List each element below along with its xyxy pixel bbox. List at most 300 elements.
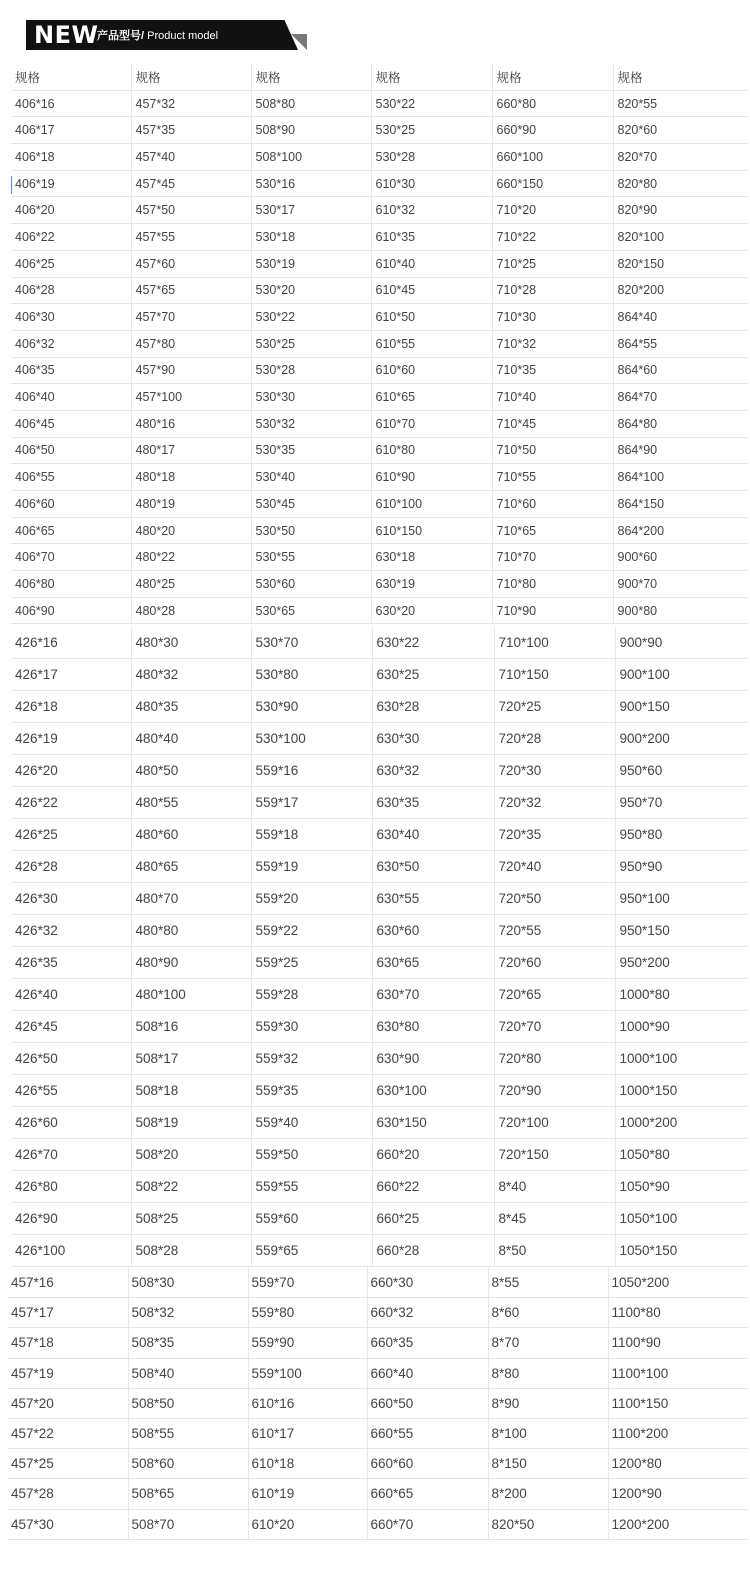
spec-cell: 530*65 bbox=[251, 597, 371, 624]
spec-cell: 720*65 bbox=[494, 979, 615, 1011]
table-row bbox=[11, 277, 748, 304]
table-row bbox=[11, 915, 748, 947]
spec-cell: 1100*90 bbox=[608, 1328, 748, 1358]
spec-cell: 630*25 bbox=[372, 659, 494, 691]
table-row bbox=[11, 357, 748, 384]
spec-cell: 406*22 bbox=[11, 224, 131, 251]
spec-cell: 610*150 bbox=[371, 517, 492, 544]
spec-cell: 480*70 bbox=[131, 883, 251, 915]
spec-cell: 630*55 bbox=[372, 883, 494, 915]
spec-cell: 710*90 bbox=[492, 597, 613, 624]
spec-cell: 820*150 bbox=[613, 250, 748, 277]
spec-cell: 426*55 bbox=[11, 1075, 131, 1107]
spec-cell: 480*100 bbox=[131, 979, 251, 1011]
spec-cell: 406*25 bbox=[11, 250, 131, 277]
spec-cell: 630*40 bbox=[372, 819, 494, 851]
spec-cell: 1050*80 bbox=[615, 1139, 748, 1171]
spec-cell: 1050*90 bbox=[615, 1171, 748, 1203]
spec-cell: 710*45 bbox=[492, 410, 613, 437]
spec-cell: 530*18 bbox=[251, 224, 371, 251]
spec-cell: 426*22 bbox=[11, 787, 131, 819]
spec-cell: 457*65 bbox=[131, 277, 251, 304]
spec-cell: 630*150 bbox=[372, 1107, 494, 1139]
table-row bbox=[11, 1235, 748, 1267]
spec-cell: 559*60 bbox=[251, 1203, 372, 1235]
table-row bbox=[11, 1139, 748, 1171]
spec-cell: 660*35 bbox=[367, 1328, 488, 1358]
table-row bbox=[11, 464, 748, 491]
spec-cell: 610*60 bbox=[371, 357, 492, 384]
spec-cell: 480*16 bbox=[131, 410, 251, 437]
spec-cell: 8*40 bbox=[494, 1171, 615, 1203]
spec-cell: 720*80 bbox=[494, 1043, 615, 1075]
spec-cell: 8*150 bbox=[488, 1449, 608, 1479]
spec-cell: 950*70 bbox=[615, 787, 748, 819]
spec-cell: 426*18 bbox=[11, 691, 131, 723]
spec-cell: 610*45 bbox=[371, 277, 492, 304]
table-row bbox=[11, 90, 748, 117]
spec-cell: 720*150 bbox=[494, 1139, 615, 1171]
spec-cell: 406*55 bbox=[11, 464, 131, 491]
spec-cell: 530*45 bbox=[251, 491, 371, 518]
spec-cell: 610*80 bbox=[371, 437, 492, 464]
table-row bbox=[8, 1388, 748, 1418]
table-row bbox=[8, 1479, 748, 1509]
spec-cell: 457*60 bbox=[131, 250, 251, 277]
spec-cell: 508*22 bbox=[131, 1171, 251, 1203]
spec-cell: 406*16 bbox=[11, 90, 131, 117]
banner-title-cn: 产品型号/ bbox=[97, 30, 145, 42]
spec-cell: 610*30 bbox=[371, 170, 492, 197]
spec-cell: 1100*100 bbox=[608, 1358, 748, 1388]
spec-cell: 820*80 bbox=[613, 170, 748, 197]
table-row bbox=[11, 691, 748, 723]
spec-cell: 864*150 bbox=[613, 491, 748, 518]
table-row bbox=[11, 144, 748, 171]
table-row bbox=[8, 1509, 748, 1539]
spec-cell: 610*100 bbox=[371, 491, 492, 518]
spec-cell: 457*80 bbox=[131, 330, 251, 357]
spec-cell: 530*28 bbox=[371, 144, 492, 171]
spec-cell: 864*55 bbox=[613, 330, 748, 357]
spec-cell: 710*32 bbox=[492, 330, 613, 357]
table-row bbox=[8, 1418, 748, 1448]
spec-cell: 426*32 bbox=[11, 915, 131, 947]
spec-cell: 660*28 bbox=[372, 1235, 494, 1267]
spec-cell: 610*19 bbox=[248, 1479, 367, 1509]
spec-cell: 1200*90 bbox=[608, 1479, 748, 1509]
spec-cell: 457*90 bbox=[131, 357, 251, 384]
spec-cell: 1200*200 bbox=[608, 1509, 748, 1539]
spec-cell: 457*16 bbox=[8, 1268, 128, 1298]
spec-cell: 610*70 bbox=[371, 410, 492, 437]
spec-cell: 508*55 bbox=[128, 1418, 248, 1448]
spec-cell: 1000*150 bbox=[615, 1075, 748, 1107]
spec-cell: 720*90 bbox=[494, 1075, 615, 1107]
spec-cell: 406*18 bbox=[11, 144, 131, 171]
spec-cell: 480*65 bbox=[131, 851, 251, 883]
spec-cell: 950*80 bbox=[615, 819, 748, 851]
table-row bbox=[11, 410, 748, 437]
spec-cell: 8*45 bbox=[494, 1203, 615, 1235]
spec-cell: 508*80 bbox=[251, 90, 371, 117]
spec-cell: 530*50 bbox=[251, 517, 371, 544]
spec-cell: 406*17 bbox=[11, 117, 131, 144]
spec-cell: 610*18 bbox=[248, 1449, 367, 1479]
spec-cell: 559*65 bbox=[251, 1235, 372, 1267]
table-row bbox=[11, 851, 748, 883]
spec-cell: 406*50 bbox=[11, 437, 131, 464]
spec-cell: 530*25 bbox=[251, 330, 371, 357]
spec-cell: 508*70 bbox=[128, 1509, 248, 1539]
spec-cell: 1000*80 bbox=[615, 979, 748, 1011]
table-row bbox=[11, 117, 748, 144]
spec-cell: 480*80 bbox=[131, 915, 251, 947]
spec-cell: 457*22 bbox=[8, 1418, 128, 1448]
spec-cell: 8*50 bbox=[494, 1235, 615, 1267]
table-row bbox=[11, 437, 748, 464]
spec-cell: 508*90 bbox=[251, 117, 371, 144]
spec-cell: 900*60 bbox=[613, 544, 748, 571]
spec-cell: 426*30 bbox=[11, 883, 131, 915]
spec-cell: 660*25 bbox=[372, 1203, 494, 1235]
spec-cell: 559*32 bbox=[251, 1043, 372, 1075]
column-header: 规格 bbox=[613, 64, 748, 90]
column-header: 规格 bbox=[131, 64, 251, 90]
banner-wedge-decoration bbox=[291, 34, 307, 50]
spec-cell: 720*100 bbox=[494, 1107, 615, 1139]
spec-cell: 820*60 bbox=[613, 117, 748, 144]
spec-cell: 710*100 bbox=[494, 627, 615, 659]
spec-cell: 610*65 bbox=[371, 384, 492, 411]
spec-cell: 457*50 bbox=[131, 197, 251, 224]
spec-cell: 720*28 bbox=[494, 723, 615, 755]
spec-cell: 480*60 bbox=[131, 819, 251, 851]
spec-cell: 508*100 bbox=[251, 144, 371, 171]
table-row bbox=[11, 1075, 748, 1107]
table-row bbox=[11, 723, 748, 755]
spec-cell: 610*20 bbox=[248, 1509, 367, 1539]
spec-cell: 630*22 bbox=[372, 627, 494, 659]
spec-cell: 530*100 bbox=[251, 723, 372, 755]
table-row bbox=[11, 304, 748, 331]
spec-cell: 820*100 bbox=[613, 224, 748, 251]
spec-cell: 530*22 bbox=[251, 304, 371, 331]
spec-cell: 426*19 bbox=[11, 723, 131, 755]
spec-cell: 406*32 bbox=[11, 330, 131, 357]
spec-cell: 610*55 bbox=[371, 330, 492, 357]
spec-cell: 457*55 bbox=[131, 224, 251, 251]
spec-cell: 426*90 bbox=[11, 1203, 131, 1235]
spec-cell: 630*50 bbox=[372, 851, 494, 883]
spec-cell: 508*19 bbox=[131, 1107, 251, 1139]
spec-cell: 559*25 bbox=[251, 947, 372, 979]
spec-cell: 864*200 bbox=[613, 517, 748, 544]
spec-cell: 864*90 bbox=[613, 437, 748, 464]
spec-cell: 630*32 bbox=[372, 755, 494, 787]
spec-cell: 508*50 bbox=[128, 1388, 248, 1418]
table-row bbox=[11, 947, 748, 979]
spec-cell: 457*20 bbox=[8, 1388, 128, 1418]
spec-cell: 480*17 bbox=[131, 437, 251, 464]
spec-cell: 8*60 bbox=[488, 1298, 608, 1328]
spec-cell: 530*32 bbox=[251, 410, 371, 437]
spec-cell: 406*65 bbox=[11, 517, 131, 544]
text-cursor bbox=[11, 176, 12, 194]
table-row bbox=[11, 571, 748, 598]
spec-cell: 864*70 bbox=[613, 384, 748, 411]
spec-cell: 660*30 bbox=[367, 1268, 488, 1298]
spec-cell: 426*17 bbox=[11, 659, 131, 691]
spec-cell: 406*40 bbox=[11, 384, 131, 411]
spec-cell: 710*70 bbox=[492, 544, 613, 571]
spec-cell: 864*60 bbox=[613, 357, 748, 384]
spec-cell: 710*25 bbox=[492, 250, 613, 277]
table-row bbox=[11, 1011, 748, 1043]
spec-cell: 426*40 bbox=[11, 979, 131, 1011]
spec-cell: 559*28 bbox=[251, 979, 372, 1011]
spec-cell: 1000*100 bbox=[615, 1043, 748, 1075]
spec-cell: 480*25 bbox=[131, 571, 251, 598]
spec-cell: 630*35 bbox=[372, 787, 494, 819]
table-row bbox=[11, 1171, 748, 1203]
table-row bbox=[11, 1043, 748, 1075]
spec-cell: 480*35 bbox=[131, 691, 251, 723]
spec-cell: 1100*200 bbox=[608, 1418, 748, 1448]
spec-cell: 900*80 bbox=[613, 597, 748, 624]
spec-cell: 820*200 bbox=[613, 277, 748, 304]
spec-cell: 406*30 bbox=[11, 304, 131, 331]
spec-cell: 900*150 bbox=[615, 691, 748, 723]
spec-cell: 508*65 bbox=[128, 1479, 248, 1509]
spec-cell: 530*16 bbox=[251, 170, 371, 197]
spec-cell: 8*90 bbox=[488, 1388, 608, 1418]
spec-cell: 559*70 bbox=[248, 1268, 367, 1298]
table-row bbox=[8, 1298, 748, 1328]
spec-table-section-2 bbox=[11, 627, 748, 1267]
spec-cell: 720*30 bbox=[494, 755, 615, 787]
spec-cell: 480*22 bbox=[131, 544, 251, 571]
spec-cell: 864*100 bbox=[613, 464, 748, 491]
spec-cell: 710*20 bbox=[492, 197, 613, 224]
spec-cell: 720*25 bbox=[494, 691, 615, 723]
spec-cell: 610*90 bbox=[371, 464, 492, 491]
spec-cell: 660*90 bbox=[492, 117, 613, 144]
spec-cell: 559*35 bbox=[251, 1075, 372, 1107]
spec-cell: 900*200 bbox=[615, 723, 748, 755]
spec-cell: 426*100 bbox=[11, 1235, 131, 1267]
spec-cell: 710*35 bbox=[492, 357, 613, 384]
spec-cell: 8*70 bbox=[488, 1328, 608, 1358]
spec-table-section-3 bbox=[8, 1268, 748, 1540]
spec-cell: 1200*80 bbox=[608, 1449, 748, 1479]
product-model-banner bbox=[26, 20, 306, 50]
spec-cell: 457*19 bbox=[8, 1358, 128, 1388]
spec-cell: 457*70 bbox=[131, 304, 251, 331]
spec-cell: 406*90 bbox=[11, 597, 131, 624]
spec-cell: 480*28 bbox=[131, 597, 251, 624]
spec-cell: 1050*200 bbox=[608, 1268, 748, 1298]
spec-cell: 406*35 bbox=[11, 357, 131, 384]
spec-cell: 530*25 bbox=[371, 117, 492, 144]
spec-cell: 8*55 bbox=[488, 1268, 608, 1298]
spec-cell: 630*19 bbox=[371, 571, 492, 598]
spec-cell: 660*32 bbox=[367, 1298, 488, 1328]
spec-cell: 950*100 bbox=[615, 883, 748, 915]
spec-cell: 480*30 bbox=[131, 627, 251, 659]
spec-cell: 660*55 bbox=[367, 1418, 488, 1448]
spec-cell: 630*80 bbox=[372, 1011, 494, 1043]
spec-cell: 900*70 bbox=[613, 571, 748, 598]
spec-cell: 559*80 bbox=[248, 1298, 367, 1328]
spec-cell: 710*22 bbox=[492, 224, 613, 251]
spec-cell: 559*19 bbox=[251, 851, 372, 883]
spec-cell: 630*28 bbox=[372, 691, 494, 723]
spec-cell: 660*150 bbox=[492, 170, 613, 197]
spec-cell: 1050*100 bbox=[615, 1203, 748, 1235]
spec-cell: 530*28 bbox=[251, 357, 371, 384]
spec-cell: 426*28 bbox=[11, 851, 131, 883]
table-row bbox=[11, 627, 748, 659]
table-row bbox=[11, 544, 748, 571]
banner-subtitle bbox=[97, 29, 218, 43]
spec-cell: 508*25 bbox=[131, 1203, 251, 1235]
spec-cell: 559*17 bbox=[251, 787, 372, 819]
spec-cell: 660*80 bbox=[492, 90, 613, 117]
table-row bbox=[11, 491, 748, 518]
spec-cell: 1100*150 bbox=[608, 1388, 748, 1418]
table-row bbox=[8, 1328, 748, 1358]
spec-cell: 864*40 bbox=[613, 304, 748, 331]
spec-cell: 630*65 bbox=[372, 947, 494, 979]
spec-cell: 530*17 bbox=[251, 197, 371, 224]
spec-cell: 710*80 bbox=[492, 571, 613, 598]
spec-cell: 508*40 bbox=[128, 1358, 248, 1388]
spec-table-section-1 bbox=[11, 64, 748, 624]
table-row bbox=[11, 819, 748, 851]
spec-cell: 480*50 bbox=[131, 755, 251, 787]
table-row bbox=[11, 1107, 748, 1139]
spec-cell: 820*50 bbox=[488, 1509, 608, 1539]
spec-cell: 720*50 bbox=[494, 883, 615, 915]
spec-cell: 660*50 bbox=[367, 1388, 488, 1418]
spec-cell: 720*60 bbox=[494, 947, 615, 979]
table-row bbox=[11, 517, 748, 544]
spec-cell: 508*30 bbox=[128, 1268, 248, 1298]
spec-cell: 426*16 bbox=[11, 627, 131, 659]
spec-cell: 530*80 bbox=[251, 659, 372, 691]
spec-cell: 820*90 bbox=[613, 197, 748, 224]
spec-cell: 559*90 bbox=[248, 1328, 367, 1358]
table-row bbox=[8, 1268, 748, 1298]
spec-cell: 457*18 bbox=[8, 1328, 128, 1358]
spec-cell: 8*100 bbox=[488, 1418, 608, 1448]
spec-cell: 457*32 bbox=[131, 90, 251, 117]
table-row bbox=[11, 250, 748, 277]
spec-cell: 530*40 bbox=[251, 464, 371, 491]
spec-cell: 630*70 bbox=[372, 979, 494, 1011]
table-row bbox=[11, 979, 748, 1011]
spec-cell: 508*16 bbox=[131, 1011, 251, 1043]
table-row bbox=[11, 883, 748, 915]
spec-cell: 950*150 bbox=[615, 915, 748, 947]
spec-cell: 406*28 bbox=[11, 277, 131, 304]
spec-cell: 406*19 bbox=[11, 170, 131, 197]
spec-cell: 1050*150 bbox=[615, 1235, 748, 1267]
table-row bbox=[11, 1203, 748, 1235]
spec-cell: 530*22 bbox=[371, 90, 492, 117]
spec-cell: 720*32 bbox=[494, 787, 615, 819]
spec-cell: 710*30 bbox=[492, 304, 613, 331]
table-row bbox=[11, 787, 748, 819]
spec-cell: 426*25 bbox=[11, 819, 131, 851]
spec-cell: 406*45 bbox=[11, 410, 131, 437]
spec-cell: 480*32 bbox=[131, 659, 251, 691]
spec-cell: 530*20 bbox=[251, 277, 371, 304]
spec-cell: 720*35 bbox=[494, 819, 615, 851]
spec-cell: 660*65 bbox=[367, 1479, 488, 1509]
spec-cell: 900*100 bbox=[615, 659, 748, 691]
spec-cell: 630*30 bbox=[372, 723, 494, 755]
spec-cell: 406*80 bbox=[11, 571, 131, 598]
spec-cell: 559*100 bbox=[248, 1358, 367, 1388]
spec-cell: 457*100 bbox=[131, 384, 251, 411]
spec-cell: 820*55 bbox=[613, 90, 748, 117]
spec-cell: 610*35 bbox=[371, 224, 492, 251]
spec-cell: 950*200 bbox=[615, 947, 748, 979]
spec-cell: 660*70 bbox=[367, 1509, 488, 1539]
spec-cell: 720*55 bbox=[494, 915, 615, 947]
spec-cell: 610*16 bbox=[248, 1388, 367, 1418]
spec-cell: 426*80 bbox=[11, 1171, 131, 1203]
spec-cell: 630*90 bbox=[372, 1043, 494, 1075]
spec-cell: 530*35 bbox=[251, 437, 371, 464]
spec-cell: 480*20 bbox=[131, 517, 251, 544]
spec-cell: 660*22 bbox=[372, 1171, 494, 1203]
spec-cell: 426*20 bbox=[11, 755, 131, 787]
spec-cell: 426*60 bbox=[11, 1107, 131, 1139]
spec-cell: 508*18 bbox=[131, 1075, 251, 1107]
column-header: 规格 bbox=[492, 64, 613, 90]
spec-cell: 457*35 bbox=[131, 117, 251, 144]
spec-cell: 1100*80 bbox=[608, 1298, 748, 1328]
spec-cell: 710*60 bbox=[492, 491, 613, 518]
spec-cell: 559*55 bbox=[251, 1171, 372, 1203]
table-row bbox=[11, 755, 748, 787]
spec-cell: 720*40 bbox=[494, 851, 615, 883]
spec-cell: 457*28 bbox=[8, 1479, 128, 1509]
spec-cell: 457*40 bbox=[131, 144, 251, 171]
spec-cell: 530*70 bbox=[251, 627, 372, 659]
spec-cell: 610*40 bbox=[371, 250, 492, 277]
spec-cell: 720*70 bbox=[494, 1011, 615, 1043]
spec-cell: 630*100 bbox=[372, 1075, 494, 1107]
table-row bbox=[8, 1358, 748, 1388]
table-row bbox=[11, 170, 748, 197]
spec-cell: 1000*200 bbox=[615, 1107, 748, 1139]
spec-cell: 457*45 bbox=[131, 170, 251, 197]
spec-cell: 630*18 bbox=[371, 544, 492, 571]
spec-cell: 508*17 bbox=[131, 1043, 251, 1075]
spec-cell: 950*90 bbox=[615, 851, 748, 883]
column-header: 规格 bbox=[251, 64, 371, 90]
spec-cell: 406*60 bbox=[11, 491, 131, 518]
column-header: 规格 bbox=[11, 64, 131, 90]
table-row bbox=[11, 197, 748, 224]
spec-cell: 610*50 bbox=[371, 304, 492, 331]
spec-cell: 406*20 bbox=[11, 197, 131, 224]
spec-cell: 530*19 bbox=[251, 250, 371, 277]
